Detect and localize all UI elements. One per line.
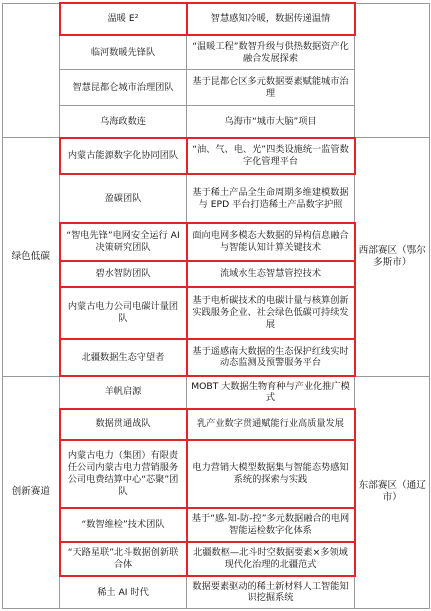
project-cell: 智慧感知冷暖，数据传递温情 xyxy=(187,3,355,35)
team-name-cell: 羊帆启源 xyxy=(60,376,187,408)
region-cell: 西部赛区（鄂尔多斯市） xyxy=(355,138,430,376)
team-name-cell: “天路星联”北斗数据创新联合体 xyxy=(60,542,187,575)
project-cell: 基于遥感南大数据的生态保护红线实时动态监测及预警服务平台 xyxy=(187,339,355,377)
team-name-cell: 碧水智防团队 xyxy=(60,261,187,287)
table-row xyxy=(3,376,430,408)
project-cell: 面向电网多模态大数据的异构信息融合与智能认知计算关键技术 xyxy=(187,223,355,261)
project-cell: 数据要素驱动的稀土新材料人工智能知识挖掘系统 xyxy=(187,576,355,609)
project-cell: 基于稀土产品全生命周期多维建模数据与 EPD 平台打造稀土产品数字护照 xyxy=(187,174,355,223)
project-cell: 北疆数枢—北斗时空数据要素×多领域现代化治理的北疆范式 xyxy=(187,542,355,575)
project-cell: 乌海市“城市大脑”项目 xyxy=(187,105,355,137)
team-name-cell: 智慧昆都仑城市治理团队 xyxy=(60,70,187,105)
team-name-cell: 数据贯通战队 xyxy=(60,409,187,440)
table-row xyxy=(3,3,430,35)
team-name-cell: 稀土 AI 时代 xyxy=(60,576,187,609)
project-cell: 基于昆都仑区多元数据要素赋能城市治理 xyxy=(187,70,355,105)
category-cell: 绿色低碳 xyxy=(3,138,60,376)
project-cell: 基于“感-知-防-控”多元数据融合的电网智能运检数字化体系 xyxy=(187,508,355,542)
team-name-cell: 温暖 E² xyxy=(60,3,187,35)
region-cell: 东部赛区（通辽市） xyxy=(355,376,430,608)
team-name-cell: “智电先锋”电网安全运行 AI 决策研究团队 xyxy=(60,223,187,261)
team-name-cell: 北疆数据生态守望者 xyxy=(60,339,187,377)
teams-table xyxy=(2,2,430,609)
team-name-cell: 内蒙古电力公司电碳计量团队 xyxy=(60,287,187,339)
team-name-cell: 内蒙古能源数字化协同团队 xyxy=(60,138,187,175)
team-name-cell: 内蒙古电力（集团）有限责任公司内蒙古电力营销服务公司电费结算中心“芯聚”团队 xyxy=(60,440,187,508)
region-cell-blank xyxy=(355,3,430,138)
team-name-cell: 临河数暖先锋队 xyxy=(60,35,187,69)
project-cell: 流域水生态智慧管控技术 xyxy=(187,261,355,287)
team-name-cell: 乌海政数连 xyxy=(60,105,187,137)
project-cell: 电力营销大模型数据集与智能态势感知系统的探索与实践 xyxy=(187,440,355,508)
project-cell: “油、气、电、光”四类设施统一监管数字化管理平台 xyxy=(187,138,355,175)
team-name-cell: “数智维检”技术团队 xyxy=(60,508,187,542)
category-cell: 创新赛道 xyxy=(3,376,60,608)
project-cell: 基于电析碳技术的电碳计量与核算创新实践服务企业、社会绿色低碳可持续发展 xyxy=(187,287,355,339)
team-name-cell: 盈碳团队 xyxy=(60,174,187,223)
project-cell: MOBT 大数据生物育种与产业化推广模式 xyxy=(187,376,355,408)
project-cell: 乳产业数字贯通赋能行业高质量发展 xyxy=(187,409,355,440)
category-cell-blank xyxy=(3,3,60,138)
project-cell: “温暖工程”数智升级与供热数据资产化融合发展探索 xyxy=(187,35,355,69)
table-row xyxy=(3,138,430,175)
